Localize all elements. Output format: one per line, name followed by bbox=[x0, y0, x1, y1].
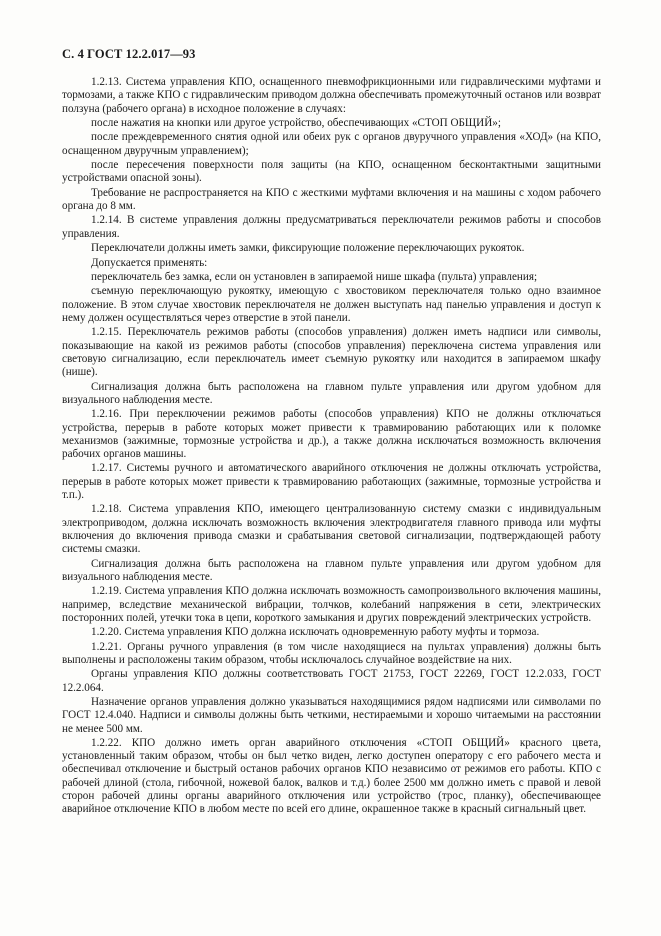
paragraph: Сигнализация должна быть расположена на главном пульте управления или другом удобном для визуального наблюдения месте. bbox=[62, 380, 601, 406]
paragraph-1-2-22: 1.2.22. КПО должно иметь орган аварийного отключения «СТОП ОБЩИЙ» красного цвета, установленный таким образом, чтобы он был четко виден, легко доступен оператору с его рабочего места и обеспечивал отключение и быстрый останов рабочих органов КПО независимо от режимов его работы. КПО с рабочей длиной (стола, гибочной, ножевой балок, валков и т.д.) более 2500 мм должно иметь с правой и левой сторон рабочей длины органы аварийного отключения или устройство (трос, планку), обеспечивающее аварийное отключение КПО в любом месте по всей его длине, окрашенное также в красный сигнальный цвет. bbox=[62, 736, 601, 816]
paragraph-1-2-16: 1.2.16. При переключении режимов работы (способов управления) КПО не должны отключаться устройства, перерыв в работе которых может привести к травмированию работающих или к поломке механизмов (зажимные, тормозные устройства и др.), а также должна исключаться возможность включения рабочих органов машины. bbox=[62, 408, 601, 460]
paragraph-1-2-17: 1.2.17. Системы ручного и автоматического аварийного отключения не должны отключать устройства, перерыв в работе которых может привести к травмированию работающих (зажимные, тормозные устройства и т.п.). bbox=[62, 462, 601, 501]
paragraph-list-item: переключатель без замка, если он установлен в запираемой нише шкафа (пульта) управления; bbox=[91, 271, 538, 283]
document-body bbox=[62, 76, 601, 818]
paragraph-list-item: после пересечения поверхности поля защиты (на КПО, оснащенном бесконтактными защитными устройствами опасной зоны). bbox=[62, 159, 601, 185]
paragraph: Переключатели должны иметь замки, фиксирующие положение переключающих рукояток. bbox=[91, 242, 525, 255]
paragraph: Назначение органов управления должно указываться находящимися рядом надписями или символами по ГОСТ 12.4.040. Надписи и символы должны быть четкими, нестираемыми и хорошо читаемыми на расстоянии не менее 500 мм. bbox=[62, 696, 601, 735]
paragraph-1-2-18: 1.2.18. Система управления КПО, имеющего централизованную систему смазки с индивидуальным электроприводом, должна исключать возможность включения электродвигателя главного привода или муфты включения до включения привода смазки и срабатывания световой сигнализации, подтверждающей работу системы смазки. bbox=[62, 503, 601, 556]
paragraph-list-item: после преждевременного снятия одной или обеих рук с органов двуручного управления «ХОД» (на КПО, оснащенном двуручным управлением); bbox=[62, 131, 601, 157]
paragraph-list-item: после нажатия на кнопки или другое устройство, обеспечивающих «СТОП ОБЩИЙ»; bbox=[91, 116, 501, 129]
paragraph: Допускается применять: bbox=[91, 256, 208, 269]
paragraph: Требование не распространяется на КПО с жесткими муфтами включения и на машины с ходом рабочего органа до 8 мм. bbox=[62, 186, 601, 212]
paragraph-1-2-19: 1.2.19. Система управления КПО должна исключать возможность самопроизвольного включения машины, например, вследствие механической вибрации, толчков, колебаний напряжения в сети, электрических посторонних полей, утечки тока в цепи, короткого замыкания и других повреждений электрических устройств. bbox=[62, 585, 601, 624]
paragraph-1-2-20: 1.2.20. Система управления КПО должна исключать одновременную работу муфты и тормоза. bbox=[91, 626, 540, 639]
paragraph-1-2-15: 1.2.15. Переключатель режимов работы (способов управления) должен иметь надписи или символы, показывающие на какой из режимов работы (способов управления) переключена система управления или световую сигнализацию, если переключатель имеет съемную рукоятку или находится в запираемом шкафу (нише). bbox=[62, 326, 601, 379]
paragraph: Сигнализация должна быть расположена на главном пульте управления или другом удобном для визуального наблюдения месте. bbox=[62, 557, 601, 583]
paragraph-1-2-21: 1.2.21. Органы ручного управления (в том числе находящиеся на пультах управления) должны быть выполнены и расположены таким образом, чтобы исключалось случайное воздействие на них. bbox=[62, 640, 601, 666]
page-header: С. 4 ГОСТ 12.2.017—93 bbox=[62, 47, 196, 61]
paragraph: Органы управления КПО должны соответствовать ГОСТ 21753, ГОСТ 22269, ГОСТ 12.2.033, ГОСТ 12.2.064. bbox=[62, 668, 601, 694]
paragraph-list-item: съемную переключающую рукоятку, имеющую с хвостовиком переключателя только одно взаимное положение. В этом случае хвостовик переключателя не должен выступать над панелью управления и доступ к нему должен осуществляться через отверстие в этой панели. bbox=[62, 285, 601, 324]
paragraph-1-2-13: 1.2.13. Система управления КПО, оснащенного пневмофрикционными или гидравлическими муфтами и тормозами, а также КПО с гидравлическим приводом должна обеспечивать промежуточный останов или возврат ползуна (рабочего органа) в исходное положение в случаях: bbox=[62, 76, 601, 115]
paragraph-1-2-14: 1.2.14. В системе управления должны предусматриваться переключатели режимов работы и способов управления. bbox=[62, 214, 601, 240]
